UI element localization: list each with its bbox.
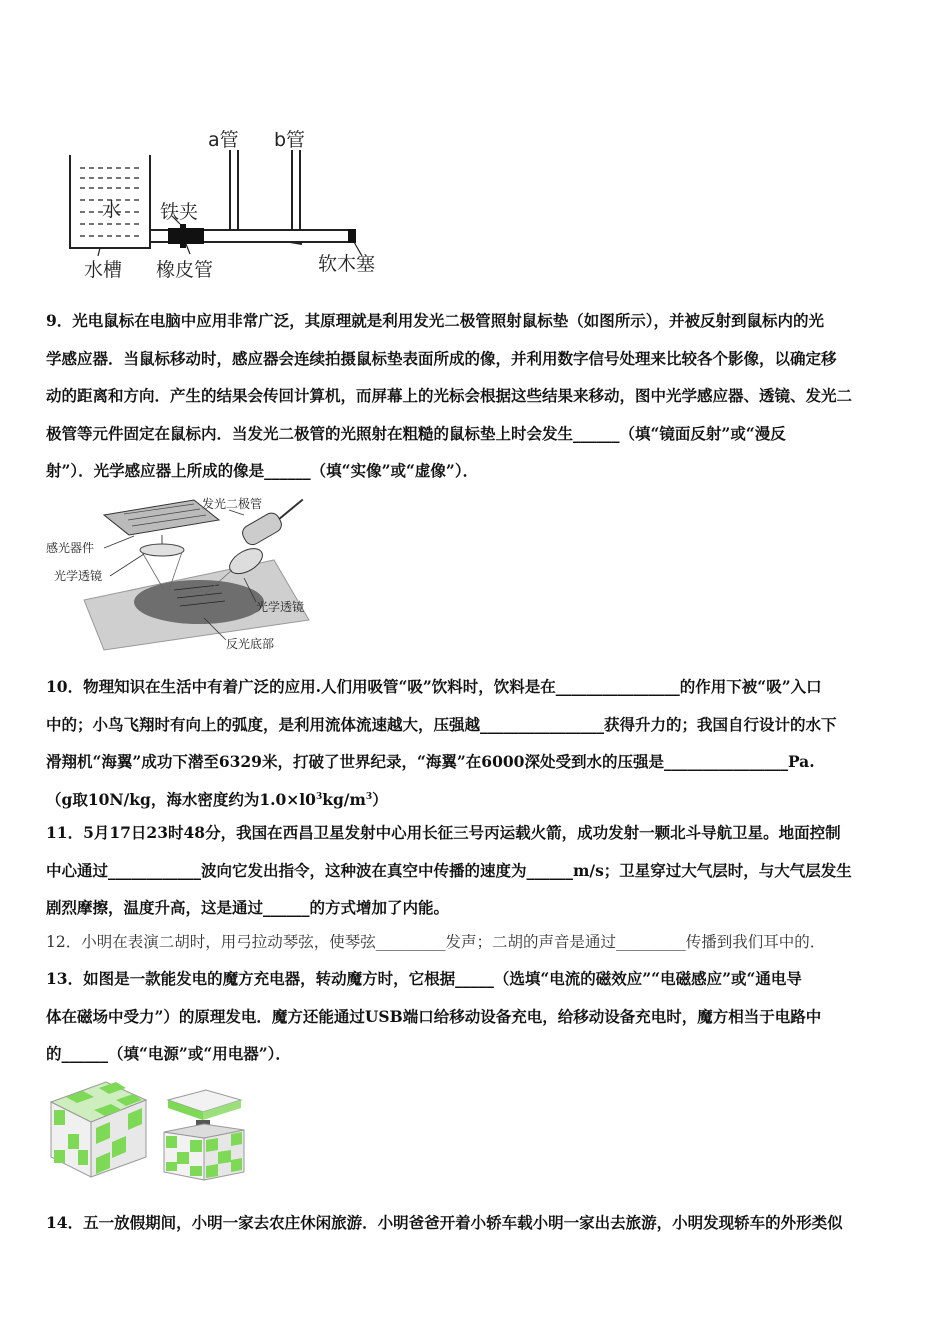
clamp	[180, 224, 186, 248]
q11-line: 剧烈摩擦，温度升高，这是通过______的方式增加了内能。	[46, 898, 450, 917]
q14-line: 14．五一放假期间，小明一家去农庄休闲旅游．小明爸爸开着小轿车载小明一家出去旅游，小明发现轿车的外形类似	[46, 1213, 843, 1232]
label-rubber-tube: 橡皮管	[156, 259, 214, 281]
question-14	[46, 1204, 916, 1242]
q10-line: （g取10N/kg，海水密度约为$1.0\times l0^3kg/m^3$）	[46, 789, 388, 809]
q11-line: 11．5月17日23时48分，我国在西昌卫星发射中心用长征三号丙运载火箭，成功发射一颗北斗导航卫星。地面控制	[46, 823, 841, 842]
magic-cube-figure	[46, 1072, 256, 1182]
cork	[348, 229, 356, 243]
q9-line: 动的距离和方向．产生的结果会传回计算机，而屏幕上的光标会根据这些结果来移动，图中光学感应器、透镜、发光二	[46, 386, 853, 405]
label-lens-1: 光学透镜	[54, 569, 103, 583]
q10-line: 滑翔机“海翼”成功下潜至6329米，打破了世界纪录，“海翼”在6000深处受到水的压强是________________Pa.	[46, 752, 815, 771]
lens-1	[140, 544, 184, 556]
question-10	[46, 668, 916, 818]
label-sensor: 感光器件	[46, 541, 95, 555]
q10-line: 10．物理知识在生活中有着广泛的应用.人们用吸管“吸”饮料时，饮料是在________________的作用下被“吸”入口	[46, 677, 822, 696]
label-clamp: 铁夹	[160, 201, 199, 223]
q10-line: 中的；小鸟飞翔时有向上的弧度，是利用流体流速越大，压强越________________获得升力的；我国自行设计的水下	[46, 714, 837, 734]
label-water: 水	[102, 199, 122, 221]
cube-2	[164, 1090, 244, 1180]
label-lens-2: 光学透镜	[256, 600, 305, 614]
label-cork: 软木塞	[318, 253, 376, 275]
tube-apparatus-figure	[40, 120, 410, 285]
q9-line: 射”）．光学感应器上所成的像是______（填“实像”或“虚像”）．	[46, 461, 479, 480]
question-12	[46, 924, 916, 962]
question-11	[46, 814, 916, 927]
dark-spot	[134, 580, 264, 624]
label-tank: 水槽	[84, 259, 123, 281]
q9-line: 学感应器．当鼠标移动时，感应器会连续拍摄鼠标垫表面所成的像，并利用数字信号处理来比较各个影像，以确定移	[46, 348, 837, 368]
q11-line: 中心通过____________波向它发出指令，这种波在真空中传播的速度为______m/s；卫星穿过大气层时，与大气层发生	[46, 860, 852, 880]
label-a-tube: a管	[208, 129, 239, 151]
led	[240, 510, 285, 547]
cube-1	[51, 1082, 146, 1177]
q9-line: 极管等元件固定在鼠标内．当发光二极管的光照射在粗糙的鼠标垫上时会发生______（填“镜面反射”或“漫反	[46, 423, 786, 443]
question-9	[46, 302, 916, 490]
q12-line: 12．小明在表演二胡时，用弓拉动琴弦，使琴弦_________发声；二胡的声音是通过_________传播到我们耳中的．	[46, 933, 826, 951]
label-reflective-bottom: 反光底部	[226, 637, 275, 651]
q13-line: 体在磁场中受力”）的原理发电．魔方还能通过USB端口给移动设备充电，给移动设备充电时，魔方相当于电路中	[46, 1006, 822, 1026]
question-13	[46, 960, 916, 1073]
q13-line: 13．如图是一款能发电的魔方充电器，转动魔方时，它根据_____（选填“电流的磁效应”“电磁感应”或“通电导	[46, 969, 802, 988]
q13-line: 的______（填“电源”或“用电器”）．	[46, 1044, 291, 1063]
optical-mouse-figure	[44, 490, 334, 655]
label-led: 发光二极管	[202, 497, 263, 511]
q9-line: 9．光电鼠标在电脑中应用非常广泛，其原理就是利用发光二极管照射鼠标垫（如图所示），并被反射到鼠标内的光	[46, 311, 825, 330]
label-b-tube: b管	[274, 129, 306, 151]
